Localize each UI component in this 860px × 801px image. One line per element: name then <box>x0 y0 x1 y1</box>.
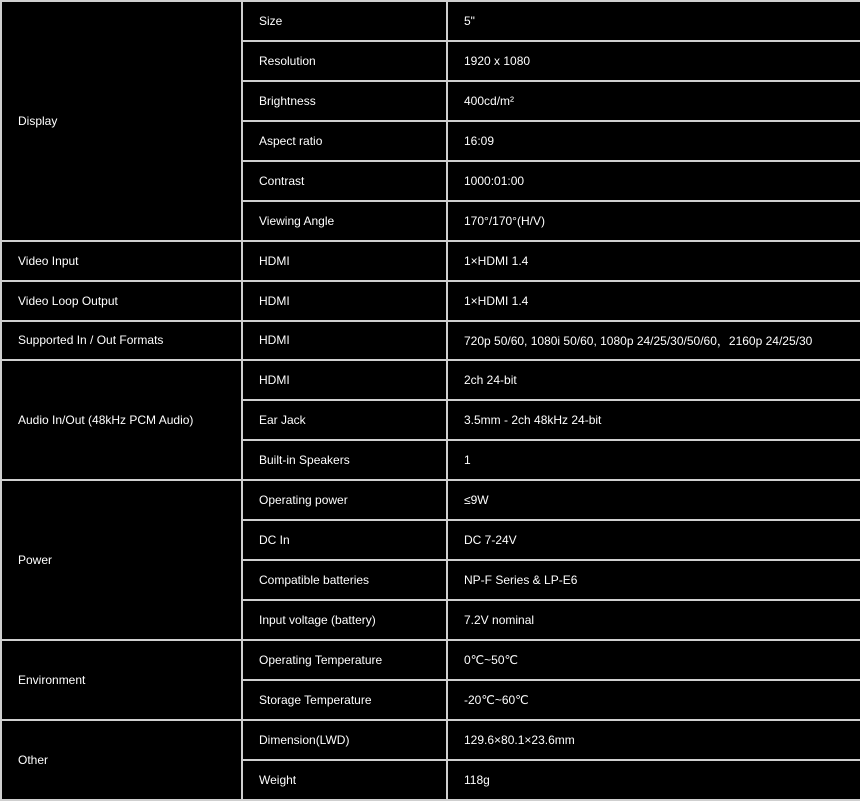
spec-label: HDMI <box>242 281 447 321</box>
spec-value: NP-F Series & LP-E6 <box>447 560 860 600</box>
spec-value: 3.5mm - 2ch 48kHz 24-bit <box>447 400 860 440</box>
spec-value: 400cd/m² <box>447 81 860 121</box>
group-label-video-loop-output: Video Loop Output <box>1 281 242 321</box>
table-row <box>1 1 860 41</box>
spec-label: Operating Temperature <box>242 640 447 680</box>
spec-label: Aspect ratio <box>242 121 447 161</box>
group-label-power: Power <box>1 480 242 640</box>
spec-label: Size <box>242 1 447 41</box>
group-label-audio: Audio In/Out (48kHz PCM Audio) <box>1 360 242 480</box>
spec-label: Ear Jack <box>242 400 447 440</box>
spec-label: Brightness <box>242 81 447 121</box>
spec-label: HDMI <box>242 241 447 281</box>
table-row <box>1 720 860 760</box>
spec-value: 7.2V nominal <box>447 600 860 640</box>
spec-value: 2ch 24-bit <box>447 360 860 400</box>
spec-value: ≤9W <box>447 480 860 520</box>
table-row <box>1 360 860 400</box>
spec-value: 118g <box>447 760 860 800</box>
spec-table-body <box>1 1 860 800</box>
spec-label: Dimension(LWD) <box>242 720 447 760</box>
group-label-video-input: Video Input <box>1 241 242 281</box>
table-row <box>1 281 860 321</box>
spec-value: 16:09 <box>447 121 860 161</box>
spec-value: 170°/170°(H/V) <box>447 201 860 241</box>
spec-label: Built-in Speakers <box>242 440 447 480</box>
spec-label: Operating power <box>242 480 447 520</box>
spec-value: 1×HDMI 1.4 <box>447 241 860 281</box>
spec-label: Storage Temperature <box>242 680 447 720</box>
spec-label: Input voltage (battery) <box>242 600 447 640</box>
spec-value: -20℃~60℃ <box>447 680 860 720</box>
spec-value: 5" <box>447 1 860 41</box>
spec-value: 1 <box>447 440 860 480</box>
spec-value: DC 7-24V <box>447 520 860 560</box>
spec-value: 0℃~50℃ <box>447 640 860 680</box>
table-row <box>1 241 860 281</box>
spec-value: 1×HDMI 1.4 <box>447 281 860 321</box>
spec-label: Viewing Angle <box>242 201 447 241</box>
spec-label: Contrast <box>242 161 447 201</box>
table-row <box>1 321 860 361</box>
group-label-supported-formats: Supported In / Out Formats <box>1 321 242 361</box>
spec-label: Weight <box>242 760 447 800</box>
spec-value: 1000:01:00 <box>447 161 860 201</box>
spec-label: Compatible batteries <box>242 560 447 600</box>
table-row <box>1 640 860 680</box>
group-label-other: Other <box>1 720 242 800</box>
spec-label: HDMI <box>242 360 447 400</box>
spec-value: 720p 50/60, 1080i 50/60, 1080p 24/25/30/50/60，2160p 24/25/30 <box>447 321 860 361</box>
spec-value: 1920 x 1080 <box>447 41 860 81</box>
group-label-display: Display <box>1 1 242 241</box>
spec-value: 129.6×80.1×23.6mm <box>447 720 860 760</box>
spec-label: HDMI <box>242 321 447 361</box>
group-label-environment: Environment <box>1 640 242 720</box>
table-row <box>1 480 860 520</box>
spec-label: Resolution <box>242 41 447 81</box>
spec-label: DC In <box>242 520 447 560</box>
